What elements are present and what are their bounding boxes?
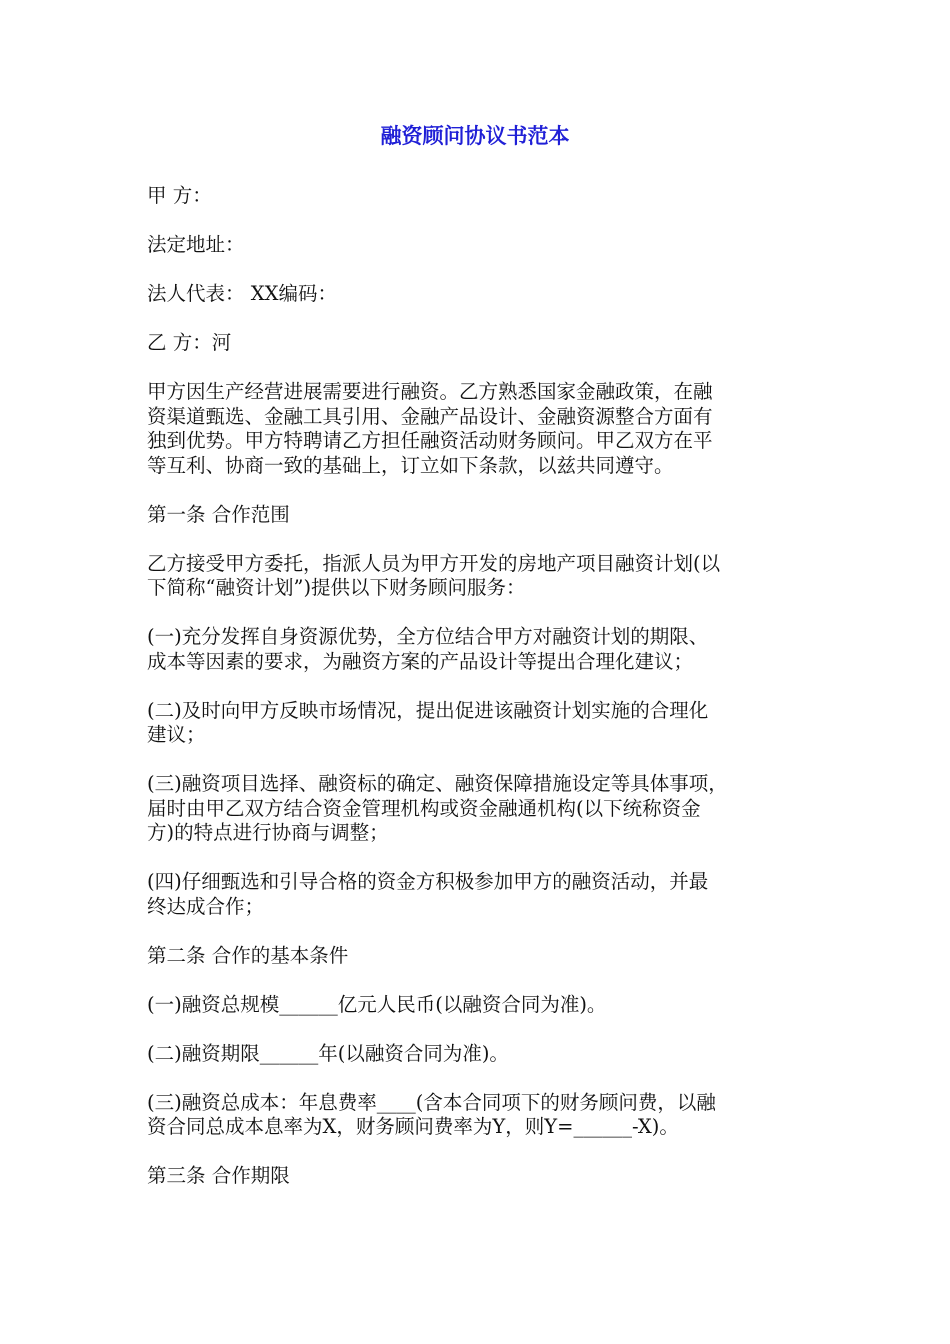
paragraph <box>147 625 807 674</box>
paragraph <box>147 552 807 601</box>
paragraph-line: (四)仔细甄选和引导合格的资金方积极参加甲方的融资活动，并最 <box>147 870 709 893</box>
paragraph-line: 资合同总成本息率为X，财务顾问费率为Y，则Y=______-X)。 <box>147 1115 679 1138</box>
paragraph-line: 甲方因生产经营进展需要进行融资。乙方熟悉国家金融政策，在融 <box>147 380 713 403</box>
paragraph-line: 独到优势。甲方特聘请乙方担任融资活动财务顾问。甲乙双方在平 <box>147 429 713 452</box>
paragraph-line: 终达成合作； <box>147 894 265 918</box>
paragraph-line: 届时由甲乙双方结合资金管理机构或资金融通机构(以下统称资金 <box>147 796 701 820</box>
paragraph-line: 甲 方： <box>147 184 212 207</box>
paragraph <box>147 1164 807 1189</box>
paragraph-line: 乙 方：河 <box>147 331 232 354</box>
paragraph <box>147 699 807 748</box>
paragraph <box>147 993 807 1018</box>
paragraph <box>147 503 807 528</box>
paragraph-line: 法人代表： XX编码： <box>147 282 337 305</box>
paragraph-line: 乙方接受甲方委托，指派人员为甲方开发的房地产项目融资计划(以 <box>147 551 721 575</box>
paragraph <box>147 380 807 478</box>
paragraph-line: 下简称“融资计划”)提供以下财务顾问服务： <box>147 576 526 599</box>
paragraph <box>147 233 807 258</box>
paragraph-line: (三)融资总成本：年息费率____(含本合同项下的财务顾问费，以融 <box>147 1090 716 1114</box>
paragraph-line: 方)的特点进行协商与调整； <box>147 821 389 844</box>
paragraph-line: 第二条 合作的基本条件 <box>147 943 349 967</box>
document-body <box>147 184 807 1213</box>
paragraph-line: 等互利、协商一致的基础上，订立如下条款，以兹共同遵守。 <box>147 453 674 477</box>
paragraph-line: 建议； <box>147 723 206 746</box>
paragraph <box>147 870 807 919</box>
paragraph-line: (一)融资总规模______亿元人民币(以融资合同为准)。 <box>147 992 607 1016</box>
paragraph <box>147 331 807 356</box>
paragraph-line: 法定地址： <box>147 233 245 256</box>
paragraph-line: (二)融资期限______年(以融资合同为准)。 <box>147 1041 509 1065</box>
paragraph-line: 成本等因素的要求，为融资方案的产品设计等提出合理化建议； <box>147 649 694 673</box>
document-title: 融资顾问协议书范本 <box>380 124 570 148</box>
paragraph-line: (三)融资项目选择、融资标的确定、融资保障措施设定等具体事项， <box>147 772 728 795</box>
paragraph <box>147 772 807 846</box>
paragraph-line: 资渠道甄选、金融工具引用、金融产品设计、金融资源整合方面有 <box>147 404 713 428</box>
paragraph-line: (二)及时向甲方反映市场情况，提出促进该融资计划实施的合理化 <box>147 698 709 722</box>
paragraph-line: (一)充分发挥自身资源优势，全方位结合甲方对融资计划的期限、 <box>147 625 709 648</box>
paragraph <box>147 184 807 209</box>
paragraph <box>147 1091 807 1140</box>
paragraph-line: 第三条 合作期限 <box>147 1164 290 1187</box>
paragraph-line: 第一条 合作范围 <box>147 502 290 526</box>
paragraph <box>147 1042 807 1067</box>
paragraph <box>147 944 807 969</box>
paragraph <box>147 282 807 307</box>
